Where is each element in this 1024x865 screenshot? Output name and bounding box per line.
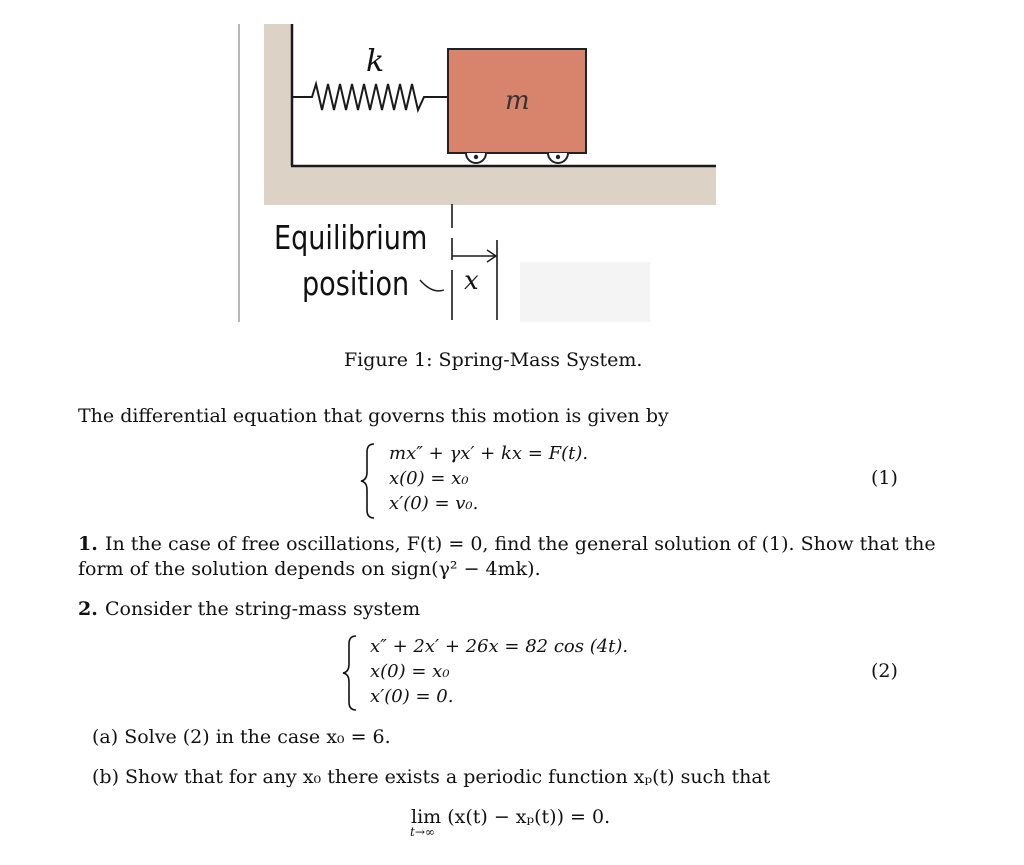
equation-number-1: (1) — [871, 467, 898, 489]
wheel-right-axle — [556, 155, 560, 159]
left-brace-1 — [358, 442, 378, 520]
system1-line3: x′(0) = v₀. — [389, 493, 479, 514]
intro-text: The differential equation that governs this motion is given by — [78, 405, 669, 427]
question2-label: 2. — [78, 598, 98, 620]
wheel-left-axle — [474, 155, 478, 159]
position-pointer — [420, 280, 444, 291]
system1-line2: x(0) = x₀ — [389, 468, 469, 489]
question1-line1: In the case of free oscillations, F(t) = 0, find the general solution of (1). Show that the — [105, 533, 936, 555]
faint-artifact — [520, 262, 650, 322]
spring — [292, 84, 448, 110]
system2-line3: x′(0) = 0. — [370, 686, 454, 707]
displacement-label: x — [464, 266, 479, 296]
mass-label: m — [505, 86, 530, 116]
system2-line2: x(0) = x₀ — [370, 661, 450, 682]
question1-line2: form of the solution depends on sign(γ² − 4mk). — [78, 558, 541, 580]
equilibrium-label: Equilibrium — [274, 218, 428, 257]
limit-subscript: t→∞ — [410, 825, 435, 839]
question1-label: 1. — [78, 533, 98, 555]
left-brace-2 — [340, 634, 360, 712]
limit-expression: lim (x(t) − xₚ(t)) = 0. — [411, 806, 611, 828]
question2-text: Consider the string-mass system — [105, 598, 421, 620]
position-label: position — [302, 264, 410, 303]
part-a: (a) Solve (2) in the case x₀ = 6. — [92, 726, 391, 748]
part-b: (b) Show that for any x₀ there exists a periodic function xₚ(t) such that — [92, 766, 771, 788]
system1-line1: mx″ + γx′ + kx = F(t). — [389, 443, 589, 464]
figure-caption: Figure 1: Spring-Mass System. — [344, 349, 643, 371]
equation-number-2: (2) — [871, 660, 898, 682]
system2-line1: x″ + 2x′ + 26x = 82 cos (4t). — [370, 636, 629, 657]
spring-mass-figure — [0, 0, 1024, 340]
spring-constant-label: k — [366, 44, 385, 79]
